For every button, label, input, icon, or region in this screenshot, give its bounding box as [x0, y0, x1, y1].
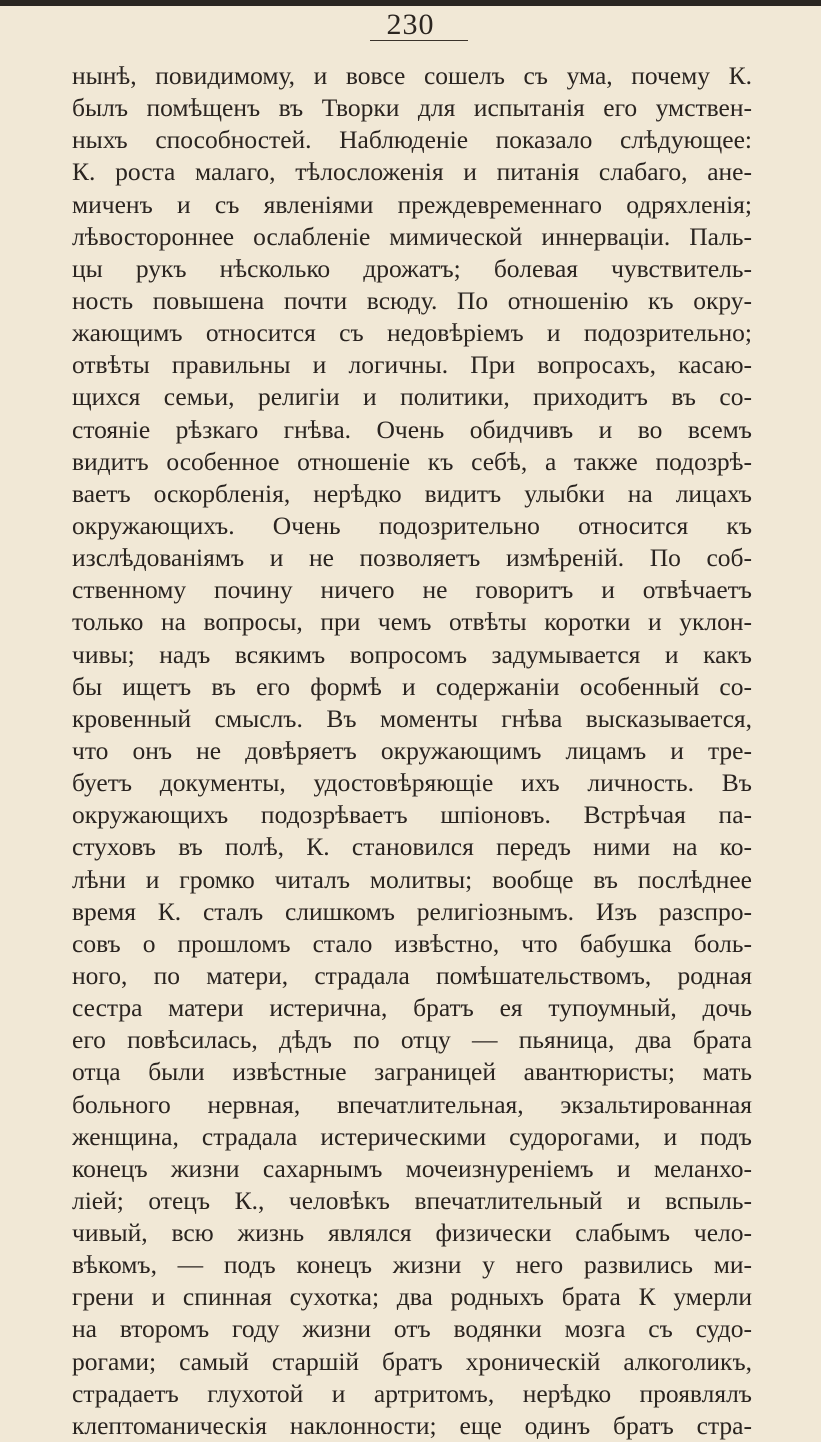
- text-line: отвѣты правильны и логичны. При вопросахъ, касаю-: [72, 350, 752, 380]
- text-line: стуховъ въ полѣ, К. становился передъ ними на ко-: [72, 832, 752, 862]
- text-line: ліей; отецъ К., человѣкъ впечатлительный и вспыль-: [72, 1185, 752, 1215]
- text-line: вѣкомъ, — подъ конецъ жизни у него развились ми-: [72, 1250, 752, 1280]
- text-line: миченъ и съ явленіями преждевременнаго одряхленія;: [72, 189, 752, 219]
- text-line: время К. сталъ слишкомъ религіознымъ. Изъ разспро-: [72, 896, 752, 926]
- body-text: [72, 60, 752, 1442]
- text-line: чивый, всю жизнь являлся физически слабымъ чело-: [72, 1218, 752, 1248]
- text-line: изслѣдованіямъ и не позволяетъ измѣреній. По соб-: [72, 543, 752, 573]
- text-line: что онъ не довѣряетъ окружающимъ лицамъ и тре-: [72, 735, 752, 765]
- text-line: буетъ документы, удостовѣряющіе ихъ личность. Въ: [72, 768, 752, 798]
- text-line: клептоманическія наклонности; еще одинъ братъ стра-: [72, 1410, 752, 1440]
- text-line: страдаетъ глухотой и артритомъ, нерѣдко проявлялъ: [72, 1378, 752, 1408]
- text-line: стояніе рѣзкаго гнѣва. Очень обидчивъ и во всемъ: [72, 414, 752, 444]
- text-line: рогами; самый старшій братъ хроническій алкоголикъ,: [72, 1346, 752, 1376]
- text-line: окружающихъ подозрѣваетъ шпіоновъ. Встрѣчая па-: [72, 800, 752, 830]
- text-line: кровенный смыслъ. Въ моменты гнѣва высказывается,: [72, 703, 752, 733]
- header-rule: [370, 40, 468, 41]
- text-line: совъ о прошломъ стало извѣстно, что бабушка боль-: [72, 928, 752, 958]
- text-line: чивы; надъ всякимъ вопросомъ задумывается и какъ: [72, 639, 752, 669]
- text-line: лѣвостороннее ослабленіе мимической иннерваціи. Паль-: [72, 221, 752, 251]
- text-line: на второмъ году жизни отъ водянки мозга съ судо-: [72, 1314, 752, 1344]
- text-line: лѣни и громко читалъ молитвы; вообще въ послѣднее: [72, 864, 752, 894]
- text-line: ственному почину ничего не говоритъ и отвѣчаетъ: [72, 575, 752, 605]
- text-line: видитъ особенное отношеніе къ себѣ, а также подозрѣ-: [72, 446, 752, 476]
- text-line: ного, по матери, страдала помѣшательствомъ, родная: [72, 960, 752, 990]
- text-line: женщина, страдала истерическими судорогами, и подъ: [72, 1121, 752, 1151]
- text-line: бы ищетъ въ его формѣ и содержаніи особенный со-: [72, 671, 752, 701]
- text-line: окружающихъ. Очень подозрительно относится къ: [72, 510, 752, 540]
- page-number: 230: [386, 8, 435, 41]
- page-top-edge: [0, 0, 821, 6]
- text-line: щихся семьи, религіи и политики, приходитъ въ со-: [72, 382, 752, 412]
- text-line: К. роста малаго, тѣлосложенія и питанія слабаго, ане-: [72, 157, 752, 187]
- text-line: только на вопросы, при чемъ отвѣты коротки и уклон-: [72, 607, 752, 637]
- text-line: жающимъ относится съ недовѣріемъ и подозрительно;: [72, 318, 752, 348]
- text-line: ность повышена почти всюду. По отношенію къ окру-: [72, 285, 752, 315]
- text-line: былъ помѣщенъ въ Творки для испытанія его умствен-: [72, 93, 752, 123]
- text-line: его повѣсилась, дѣдъ по отцу — пьяница, два брата: [72, 1025, 752, 1055]
- text-line: конецъ жизни сахарнымъ мочеизнуреніемъ и меланхо-: [72, 1153, 752, 1183]
- text-line: грени и спинная сухотка; два родныхъ брата К умерли: [72, 1282, 752, 1312]
- text-line: ваетъ оскорбленія, нерѣдко видитъ улыбки на лицахъ: [72, 478, 752, 508]
- text-line: сестра матери истерична, братъ ея тупоумный, дочь: [72, 993, 752, 1023]
- text-line: больного нервная, впечатлительная, экзальтированная: [72, 1089, 752, 1119]
- text-line: ныхъ способностей. Наблюденіе показало слѣдующее:: [72, 125, 752, 155]
- text-line: отца были извѣстные заграницей авантюристы; мать: [72, 1057, 752, 1087]
- text-line: цы рукъ нѣсколько дрожатъ; болевая чувствитель-: [72, 253, 752, 283]
- text-line: нынѣ, повидимому, и вовсе сошелъ съ ума, почему К.: [72, 61, 752, 90]
